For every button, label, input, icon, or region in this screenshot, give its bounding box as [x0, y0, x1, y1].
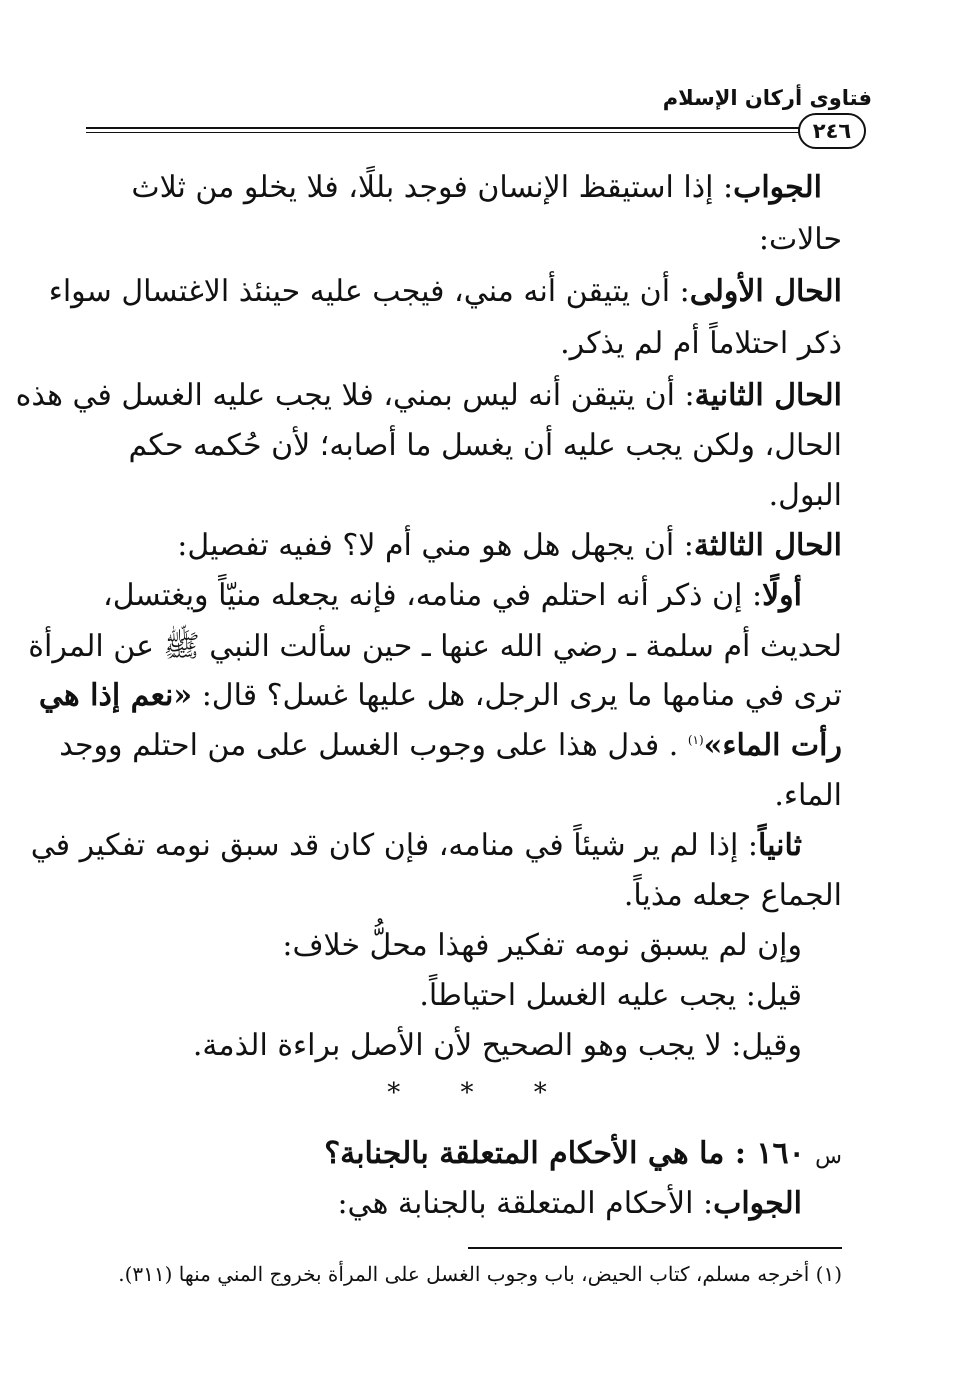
text-line: الماء.	[774, 778, 842, 813]
text-line: الجواب: الأحكام المتعلقة بالجنابة هي:	[337, 1186, 802, 1221]
text-line: الحال، ولكن يجب عليه أن يغسل ما أصابه؛ لأن حُكمه حكم	[128, 428, 842, 463]
text-line: ثانياً: إذا لم ير شيئاً في منامه، فإن كان قد سبق نومه تفكير في	[30, 828, 802, 863]
text-line: ترى في منامها ما يرى الرجل، هل عليها غسل؟ قال: «نعم إذا هي	[38, 678, 842, 713]
header-rule-thin	[86, 132, 802, 133]
text-line: وإن لم يسبق نومه تفكير فهذا محلُّ خلاف:	[282, 928, 802, 963]
page-number: ٢٤٦	[798, 113, 866, 149]
footnote: (١) أخرجه مسلم، كتاب الحيض، باب وجوب الغسل على المرأة بخروج المني منها (٣١١).	[118, 1262, 842, 1286]
header-rule	[86, 127, 802, 129]
case-label: الحال الثالثة	[693, 528, 842, 563]
text-line: حالات:	[758, 222, 842, 257]
answer-label: الجواب	[713, 1186, 802, 1221]
text-line: الجماع جعله مذياً.	[623, 878, 842, 913]
question-marker: س	[815, 1144, 842, 1169]
text-line: رأت الماء»$^{(١)}$ . فدل هذا على وجوب الغسل على من احتلم ووجد	[59, 728, 842, 763]
text-line: قيل: يجب عليه الغسل احتياطاً.	[419, 978, 802, 1013]
footnote-ref[interactable]: (١)	[687, 733, 704, 747]
hadith-quote: «نعم إذا هي	[38, 678, 193, 713]
text-line: الحال الثالثة: أن يجهل هل هو مني أم لا؟ ففيه تفصيل:	[177, 528, 842, 563]
point-label: ثانياً	[757, 828, 802, 863]
footnote-rule	[468, 1247, 842, 1249]
case-label: الحال الأولى	[689, 274, 842, 309]
text-line: البول.	[768, 478, 842, 513]
section-separator: * * *	[387, 1078, 573, 1108]
question-heading: س ١٦٠ : ما هي الأحكام المتعلقة بالجنابة؟	[324, 1136, 842, 1171]
text-line: ذكر احتلاماً أم لم يذكر.	[560, 326, 842, 361]
text-line: الحال الثانية: أن يتيقن أنه ليس بمني، فلا يجب عليه الغسل في هذه	[15, 378, 842, 413]
text-line: الحال الأولى: أن يتيقن أنه مني، فيجب عليه حينئذ الاغتسال سواء	[48, 274, 842, 309]
point-label: أولًا	[762, 578, 802, 613]
answer-label: الجواب	[733, 170, 822, 205]
text-line: لحديث أم سلمة ـ رضي الله عنها ـ حين سألت النبي ﷺ عن المرأة	[28, 629, 842, 664]
text-line: أولًا: إن ذكر أنه احتلم في منامه، فإنه يجعله منيّاً ويغتسل،	[103, 578, 802, 613]
running-title: فتاوى أركان الإسلام	[662, 86, 872, 110]
text-line: الجواب: إذا استيقظ الإنسان فوجد بللًا، فلا يخلو من ثلاث	[131, 170, 822, 205]
case-label: الحال الثانية	[694, 378, 842, 413]
text-line: وقيل: لا يجب وهو الصحيح لأن الأصل براءة الذمة.	[192, 1028, 802, 1063]
hadith-quote-end: رأت الماء»	[703, 728, 842, 763]
